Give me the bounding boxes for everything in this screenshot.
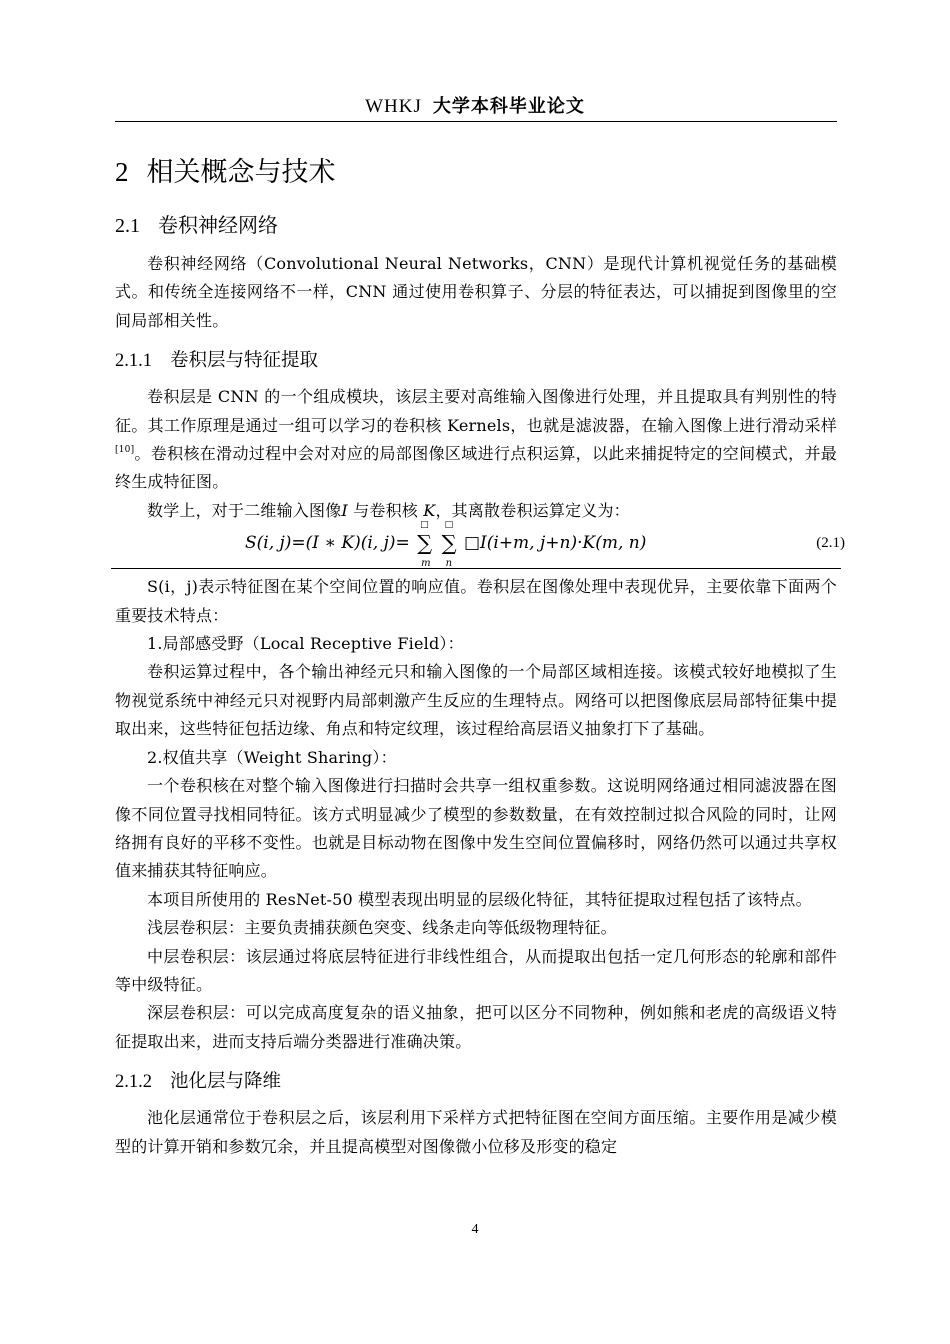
header-brand: WHKJ <box>365 96 422 117</box>
sum-index-n: n <box>445 558 453 570</box>
header-rule <box>115 121 837 122</box>
sum-index-m: m <box>421 558 431 570</box>
subsection-number: 2.1.2 <box>115 1072 152 1093</box>
subsection-title: 卷积层与特征提取 <box>170 350 319 372</box>
list-item-title-1: 1.局部感受野（Local Receptive Field）： <box>147 634 464 654</box>
subsection-heading-2-1-1 <box>115 345 837 377</box>
equation-body <box>245 520 647 570</box>
subsection-title: 池化层与降维 <box>170 1071 282 1093</box>
paragraph-response: S(i，j)表示特征图在某个空间位置的响应值。卷积层在图像处理中表现优异，主要依靠下面两个重要技术特点： <box>115 577 837 625</box>
subsection-heading-2-1-2 <box>115 1066 837 1098</box>
header-subtitle: 大学本科毕业论文 <box>432 96 585 117</box>
chapter-title: 相关概念与技术 <box>146 157 336 188</box>
section-number: 2.1 <box>115 215 140 237</box>
paragraph-local-receptive: 卷积运算过程中，各个输出神经元只和输入图像的一个局部区域相连接。该模式较好地模拟了生物视觉系统中神经元只对视野内局部刺激产生反应的生理特点。网络可以把图像底层局部特征集中提取出来，这些特征包括边缘、角点和特定纹理，该过程给高层语义抽象打下了基础。 <box>115 662 837 739</box>
chapter-number: 2 <box>115 157 129 187</box>
section-heading-2-1 <box>115 208 837 242</box>
paragraph-shallow-layer: 浅层卷积层：主要负责捕获颜色突变、线条走向等低级物理特征。 <box>147 918 617 938</box>
paragraph-conv-layer <box>115 383 837 497</box>
paragraph-cnn-intro: 卷积神经网络（Convolutional Neural Networks，CNN）是现代计算机视觉任务的基础模式。和传统全连接网络不一样，CNN 通过使用卷积算子、分层的特征表达，可以捕捉到图像里的空间局部相关性。 <box>115 254 837 330</box>
paragraph-math-intro: 数学上，对于二维输入图像𝐼 与卷积核 𝐾，其离散卷积运算定义为： <box>147 500 630 520</box>
list-item-title-2: 2.权值共享（Weight Sharing）： <box>147 747 397 767</box>
paragraph-weight-sharing: 一个卷积核在对整个输入图像进行扫描时会共享一组权重参数。这说明网络通过相同滤波器在图像不同位置寻找相同特征。该方式明显减少了模型的参数数量，在有效控制过拟合风险的同时，让网络拥有良好的平移不变性。也就是目标动物在图像中发生空间位置偏移时，网络仍然可以通过共享权值来捕获其特征响应。 <box>115 776 837 881</box>
chapter-heading <box>115 150 837 194</box>
sum-symbol: ∑ □ n <box>441 520 457 570</box>
sum-upper: □ <box>444 520 454 531</box>
sum-symbol: ∑ □ m <box>417 520 433 570</box>
paragraph-text: 卷积层是 CNN 的一个组成模块，该层主要对高维输入图像进行处理，并且提取具有判别性的特征。其工作原理是通过一组可以学习的卷积核 Kernels，也就是滤波器，在输入图像上进行滑动采样 <box>115 387 837 435</box>
page-body <box>115 150 845 1161</box>
sum-upper: □ <box>420 520 429 531</box>
paragraph-middle-layer: 中层卷积层：该层通过将底层特征进行非线性组合，从而提取出包括一定几何形态的轮廓和部件等中级特征。 <box>115 946 837 994</box>
equation-number: (2.1) <box>816 535 845 552</box>
equation-rhs: □I(i+m, j+n)·K(m, n) <box>463 533 647 554</box>
page-number: 4 <box>471 1222 479 1237</box>
subsection-number: 2.1.1 <box>115 351 152 372</box>
section-title: 卷积神经网络 <box>158 213 278 237</box>
running-header <box>115 92 835 118</box>
equation-2-1 <box>115 520 845 575</box>
paragraph-deep-layer: 深层卷积层：可以完成高度复杂的语义抽象，把可以区分不同物种，例如熊和老虎的高级语义特征提取出来，进而支持后端分类器进行准确决策。 <box>115 1003 837 1051</box>
paragraph-text: 。卷积核在滑动过程中会对对应的局部图像区域进行点积运算，以此来捕捉特定的空间模式，并最终生成特征图。 <box>115 444 837 492</box>
equation-lhs: S(i, j)=(I ∗ K)(i, j)= <box>245 533 410 554</box>
citation-link[interactable]: [10] <box>115 445 135 456</box>
paragraph-pooling: 池化层通常位于卷积层之后，该层利用下采样方式把特征图在空间方面压缩。主要作用是减少模型的计算开销和参数冗余，并且提高模型对图像微小位移及形变的稳定 <box>115 1108 837 1156</box>
paragraph-resnet: 本项目所使用的 ResNet-50 模型表现出明显的层级化特征，其特征提取过程包括了该特点。 <box>147 889 812 909</box>
